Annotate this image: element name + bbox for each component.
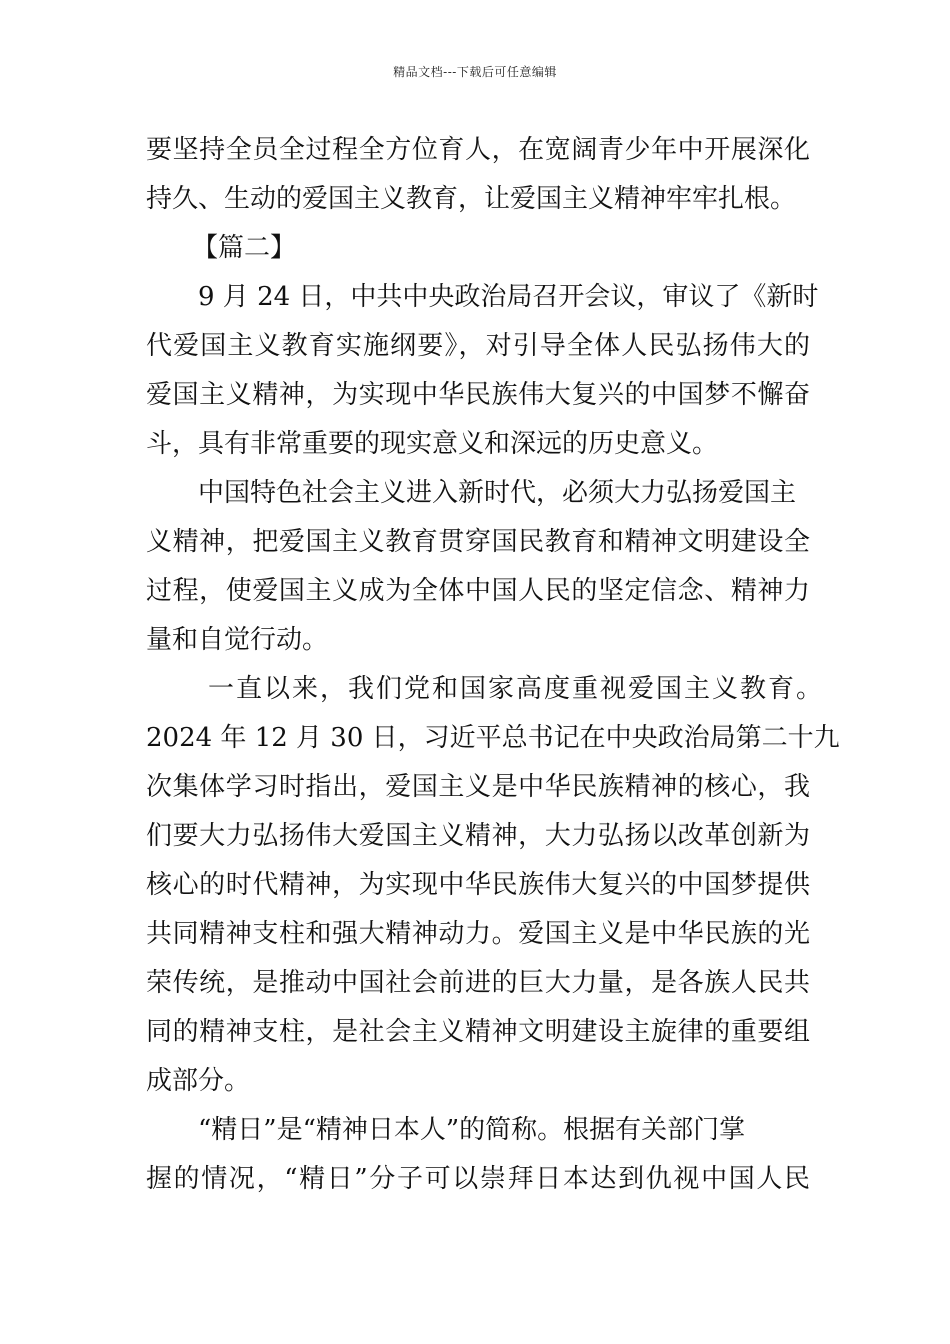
paragraph-line: 同的精神支柱，是社会主义精神文明建设主旋律的重要组 xyxy=(146,1017,810,1047)
paragraph-line: 过程，使爱国主义成为全体中国人民的坚定信念、精神力 xyxy=(146,576,810,606)
paragraph-line: 义精神，把爱国主义教育贯穿国民教育和精神文明建设全 xyxy=(146,527,810,557)
paragraph-line: 荣传统，是推动中国社会前进的巨大力量，是各族人民共 xyxy=(146,968,810,998)
paragraph-line: 一直以来，我们党和国家高度重视爱国主义教育。 xyxy=(208,674,822,704)
paragraph-line: 成部分。 xyxy=(146,1066,251,1096)
paragraph-line: 要坚持全员全过程全方位育人，在宽阔青少年中开展深化 xyxy=(146,135,810,165)
paragraph-line: 中国特色社会主义进入新时代，必须大力弘扬爱国主 xyxy=(198,478,797,508)
paragraph-line: 9 月 24 日，中共中央政治局召开会议，审议了《新时 xyxy=(198,282,819,312)
paragraph-line: 持久、生动的爱国主义教育，让爱国主义精神牢牢扎根。 xyxy=(146,184,797,214)
paragraph-line: 核心的时代精神，为实现中华民族伟大复兴的中国梦提供 xyxy=(146,870,810,900)
paragraph-line: “精日”是“精神日本人”的简称。根据有关部门掌 xyxy=(198,1115,746,1145)
document-body xyxy=(146,126,840,1204)
paragraph-line: 斗，具有非常重要的现实意义和深远的历史意义。 xyxy=(146,429,719,459)
paragraph-line: 爱国主义精神，为实现中华民族伟大复兴的中国梦不懈奋 xyxy=(146,380,810,410)
paragraph-line: 握的情况，“精日”分子可以崇拜日本达到仇视中国人民 xyxy=(146,1164,810,1194)
paragraph-line: 量和自觉行动。 xyxy=(146,625,329,655)
paragraph-line: 们要大力弘扬伟大爱国主义精神，大力弘扬以改革创新为 xyxy=(146,821,810,851)
section-heading: 【篇二】 xyxy=(192,233,297,263)
paragraph-line: 次集体学习时指出，爱国主义是中华民族精神的核心，我 xyxy=(146,772,810,802)
page-header: 精品文档---下载后可任意编辑 xyxy=(393,65,557,79)
paragraph-line: 2024 年 12 月 30 日，习近平总书记在中央政治局第二十九 xyxy=(146,723,840,753)
paragraph-line: 共同精神支柱和强大精神动力。爱国主义是中华民族的光 xyxy=(146,919,810,949)
paragraph-line: 代爱国主义教育实施纲要》，对引导全体人民弘扬伟大的 xyxy=(146,331,810,361)
